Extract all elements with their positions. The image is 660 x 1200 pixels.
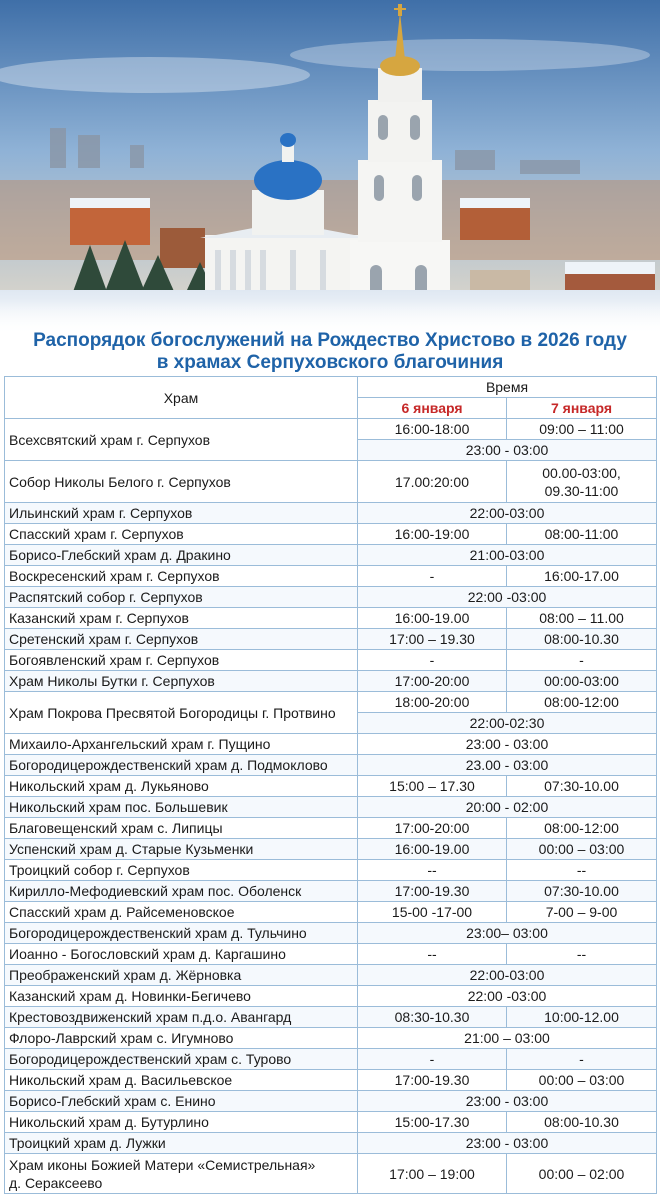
time-7-jan: 16:00-17.00 bbox=[507, 566, 657, 587]
table-row bbox=[5, 587, 657, 608]
temple-name: Кирилло-Мефодиевский храм пос. Оболенск bbox=[5, 881, 358, 902]
temple-name: Ильинский храм г. Серпухов bbox=[5, 503, 358, 524]
temple-name: Иоанно - Богословский храм д. Каргашино bbox=[5, 944, 358, 965]
temple-name: Никольский храм д. Лукьяново bbox=[5, 776, 358, 797]
time-6-jan: 17:00-19.30 bbox=[358, 881, 507, 902]
time-6-jan: 16:00-19.00 bbox=[358, 839, 507, 860]
temple-name: Воскресенский храм г. Серпухов bbox=[5, 566, 358, 587]
temple-name: Никольский храм пос. Большевик bbox=[5, 797, 358, 818]
time-6-jan: - bbox=[358, 650, 507, 671]
time-7-jan: 08:00-10.30 bbox=[507, 629, 657, 650]
title-line-1: Распорядок богослужений на Рождество Христово в 2026 году bbox=[33, 330, 627, 351]
time-7-jan: 09:00 – 11:00 bbox=[507, 419, 657, 440]
time-both: 22:00-02:30 bbox=[358, 713, 657, 734]
time-7-jan: 08:00-12:00 bbox=[507, 818, 657, 839]
table-row bbox=[5, 734, 657, 755]
temple-name-line-1: Храм иконы Божией Матери «Семистрельная» bbox=[9, 1156, 316, 1173]
time-both: 22:00 -03:00 bbox=[358, 986, 657, 1007]
time-6-jan: 15:00 – 17.30 bbox=[358, 776, 507, 797]
temple-name: Троицкий храм д. Лужки bbox=[5, 1133, 358, 1154]
time-7-jan-line-2: 09.30-11:00 bbox=[544, 482, 619, 499]
time-both: 22:00-03:00 bbox=[358, 503, 657, 524]
table-row bbox=[5, 503, 657, 524]
temple-name: Всехсвятский храм г. Серпухов bbox=[5, 419, 358, 461]
time-both: 20:00 - 02:00 bbox=[358, 797, 657, 818]
time-7-jan: 00:00-03:00 bbox=[507, 671, 657, 692]
time-7-jan: 00:00 – 03:00 bbox=[507, 839, 657, 860]
time-both: 23:00 - 03:00 bbox=[358, 440, 657, 461]
time-both: 23.00 - 03:00 bbox=[358, 755, 657, 776]
time-both: 22:00 -03:00 bbox=[358, 587, 657, 608]
time-both: 23:00 - 03:00 bbox=[358, 734, 657, 755]
table-row bbox=[5, 1154, 657, 1194]
time-6-jan: 17:00-20:00 bbox=[358, 818, 507, 839]
time-6-jan: -- bbox=[358, 860, 507, 881]
temple-name: Спасский храм г. Серпухов bbox=[5, 524, 358, 545]
time-6-jan: 08:30-10.30 bbox=[358, 1007, 507, 1028]
time-7-jan: 08:00-12:00 bbox=[507, 692, 657, 713]
table-row bbox=[5, 755, 657, 776]
time-7-jan: 00:00 – 02:00 bbox=[507, 1154, 657, 1194]
date-6-jan: 6 января bbox=[358, 398, 507, 419]
time-6-jan: 17:00-20:00 bbox=[358, 671, 507, 692]
table-row bbox=[5, 461, 657, 503]
page-title bbox=[0, 330, 660, 374]
hero-photo bbox=[0, 0, 660, 335]
time-6-jan: 16:00-19.00 bbox=[358, 608, 507, 629]
table-row bbox=[5, 902, 657, 923]
table-row bbox=[5, 776, 657, 797]
temple-name: Богородицерождественский храм д. Тульчино bbox=[5, 923, 358, 944]
temple-name: Собор Николы Белого г. Серпухов bbox=[5, 461, 358, 503]
time-7-jan: 08:00-11:00 bbox=[507, 524, 657, 545]
time-6-jan: 15-00 -17-00 bbox=[358, 902, 507, 923]
table-row bbox=[5, 1049, 657, 1070]
table-row bbox=[5, 986, 657, 1007]
table-row bbox=[5, 608, 657, 629]
temple-name: Борисо-Глебский храм д. Дракино bbox=[5, 545, 358, 566]
time-6-jan: 17.00:20:00 bbox=[358, 461, 507, 503]
temple-name: Успенский храм д. Старые Кузьменки bbox=[5, 839, 358, 860]
temple-name: Богородицерождественский храм с. Турово bbox=[5, 1049, 358, 1070]
table-row bbox=[5, 650, 657, 671]
temple-name: Троицкий собор г. Серпухов bbox=[5, 860, 358, 881]
time-both: 23:00 - 03:00 bbox=[358, 1133, 657, 1154]
table-row bbox=[5, 545, 657, 566]
temple-name-line-2: д. Сераксеево bbox=[9, 1174, 103, 1191]
time-7-jan: 10:00-12.00 bbox=[507, 1007, 657, 1028]
time-column-header: Время bbox=[358, 377, 657, 398]
temple-name: Никольский храм д. Васильевское bbox=[5, 1070, 358, 1091]
time-both: 23:00 - 03:00 bbox=[358, 1091, 657, 1112]
time-6-jan: 16:00-18:00 bbox=[358, 419, 507, 440]
time-6-jan: 17:00-19.30 bbox=[358, 1070, 507, 1091]
table-row bbox=[5, 692, 657, 713]
time-7-jan: - bbox=[507, 1049, 657, 1070]
time-7-jan: 08:00-10.30 bbox=[507, 1112, 657, 1133]
time-7-jan: 07:30-10.00 bbox=[507, 776, 657, 797]
temple-name: Никольский храм д. Бутурлино bbox=[5, 1112, 358, 1133]
time-7-jan: 07:30-10.00 bbox=[507, 881, 657, 902]
table-row bbox=[5, 524, 657, 545]
temple-name: Спасский храм д. Райсеменовское bbox=[5, 902, 358, 923]
time-7-jan: - bbox=[507, 650, 657, 671]
temple-name: Казанский храм д. Новинки-Бегичево bbox=[5, 986, 358, 1007]
table-row bbox=[5, 629, 657, 650]
title-line-2: в храмах Серпуховского благочиния bbox=[156, 352, 504, 373]
temple-name: Богоявленский храм г. Серпухов bbox=[5, 650, 358, 671]
date-7-jan: 7 января bbox=[507, 398, 657, 419]
time-6-jan: 17:00 – 19.30 bbox=[358, 629, 507, 650]
time-7-jan bbox=[507, 461, 657, 503]
table-row bbox=[5, 1007, 657, 1028]
time-7-jan: 00:00 – 03:00 bbox=[507, 1070, 657, 1091]
time-7-jan: 08:00 – 11.00 bbox=[507, 608, 657, 629]
time-6-jan: 17:00 – 19:00 bbox=[358, 1154, 507, 1194]
time-6-jan: -- bbox=[358, 944, 507, 965]
time-6-jan: - bbox=[358, 1049, 507, 1070]
table-row bbox=[5, 839, 657, 860]
table-row bbox=[5, 1133, 657, 1154]
table-row bbox=[5, 923, 657, 944]
table-row bbox=[5, 1112, 657, 1133]
church-winter-illustration bbox=[0, 0, 660, 335]
temple-column-header: Храм bbox=[5, 377, 358, 419]
schedule-table bbox=[4, 376, 657, 1194]
temple-name: Храм Покрова Пресвятой Богородицы г. Протвино bbox=[5, 692, 358, 734]
temple-name: Сретенский храм г. Серпухов bbox=[5, 629, 358, 650]
time-both: 21:00-03:00 bbox=[358, 545, 657, 566]
table-row bbox=[5, 881, 657, 902]
time-both: 23:00– 03:00 bbox=[358, 923, 657, 944]
temple-name: Распятский собор г. Серпухов bbox=[5, 587, 358, 608]
time-6-jan: - bbox=[358, 566, 507, 587]
table-row bbox=[5, 566, 657, 587]
time-7-jan: 7-00 – 9-00 bbox=[507, 902, 657, 923]
time-6-jan: 18:00-20:00 bbox=[358, 692, 507, 713]
time-6-jan: 15:00-17.30 bbox=[358, 1112, 507, 1133]
temple-name: Благовещенский храм с. Липицы bbox=[5, 818, 358, 839]
time-both: 22:00-03:00 bbox=[358, 965, 657, 986]
temple-name: Храм Николы Бутки г. Серпухов bbox=[5, 671, 358, 692]
temple-name: Преображенский храм д. Жёрновка bbox=[5, 965, 358, 986]
table-row bbox=[5, 944, 657, 965]
temple-name: Крестовоздвиженский храм п.д.о. Авангард bbox=[5, 1007, 358, 1028]
table-row bbox=[5, 671, 657, 692]
temple-name: Борисо-Глебский храм с. Енино bbox=[5, 1091, 358, 1112]
table-row bbox=[5, 1070, 657, 1091]
header-row bbox=[5, 377, 657, 398]
temple-name: Казанский храм г. Серпухов bbox=[5, 608, 358, 629]
time-6-jan: 16:00-19:00 bbox=[358, 524, 507, 545]
time-7-jan-line-1: 00.00-03:00, bbox=[542, 464, 621, 481]
temple-name: Михаило-Архангельский храм г. Пущино bbox=[5, 734, 358, 755]
time-both: 21:00 – 03:00 bbox=[358, 1028, 657, 1049]
table-row bbox=[5, 860, 657, 881]
table-row bbox=[5, 797, 657, 818]
temple-name: Богородицерождественский храм д. Подмоклово bbox=[5, 755, 358, 776]
table-row bbox=[5, 818, 657, 839]
temple-name: Флоро-Лаврский храм с. Игумново bbox=[5, 1028, 358, 1049]
table-row bbox=[5, 419, 657, 440]
time-7-jan: -- bbox=[507, 944, 657, 965]
temple-name bbox=[5, 1154, 358, 1194]
table-row bbox=[5, 1028, 657, 1049]
time-7-jan: -- bbox=[507, 860, 657, 881]
table-row bbox=[5, 965, 657, 986]
table-row bbox=[5, 1091, 657, 1112]
